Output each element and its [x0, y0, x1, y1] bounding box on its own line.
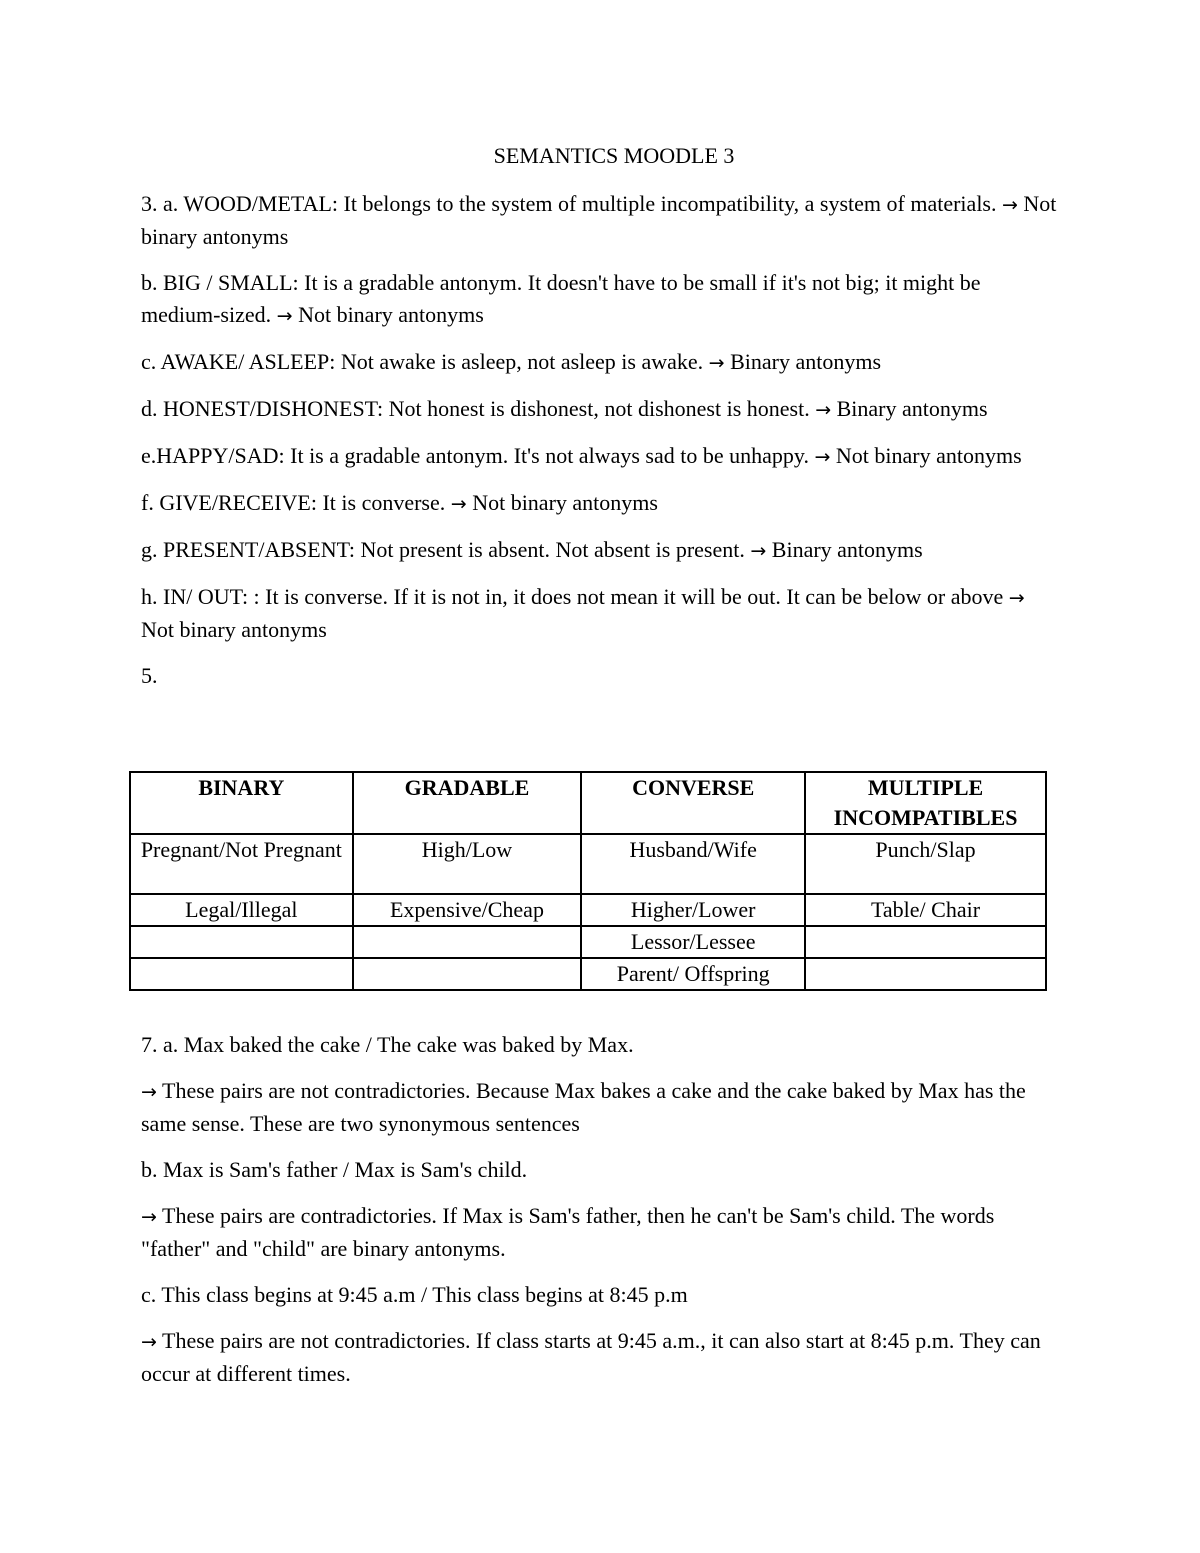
table-cell — [805, 958, 1046, 990]
table-cell — [130, 926, 353, 958]
item-3e — [141, 440, 1059, 473]
arrow-icon: → — [141, 1331, 157, 1353]
header-multiple-incompatibles: MULTIPLE INCOMPATIBLES — [805, 772, 1046, 834]
header-binary: BINARY — [130, 772, 353, 834]
item-result: Binary antonyms — [724, 349, 882, 374]
item-3d — [141, 393, 1059, 426]
page-title: SEMANTICS MOODLE 3 — [493, 143, 735, 168]
antonym-table — [129, 771, 1047, 991]
table-cell: Expensive/Cheap — [353, 894, 582, 926]
answer-text: These pairs are contradictories. If Max is Sam's father, then he can't be Sam's child. The words "father" and "child" are binary antonyms. — [141, 1203, 995, 1261]
arrow-icon: → — [708, 352, 725, 374]
item-text: g. PRESENT/ABSENT: Not present is absent. Not absent is present. — [141, 537, 751, 562]
table-cell — [130, 958, 353, 990]
table-cell: Husband/Wife — [581, 834, 805, 894]
table-cell: Higher/Lower — [581, 894, 805, 926]
arrow-icon: → — [141, 1206, 157, 1228]
header-gradable: GRADABLE — [353, 772, 582, 834]
arrow-icon: → — [141, 1081, 157, 1103]
answer-7c — [141, 1325, 1059, 1390]
item-3g — [141, 534, 1059, 567]
item-text: h. IN/ OUT: : It is converse. If it is not in, it does not mean it will be out. It can be below or above — [141, 584, 1009, 609]
arrow-icon: → — [815, 399, 832, 421]
answer-text: These pairs are not contradictories. Because Max bakes a cake and the cake baked by Max has the same sense. These are two synonymous sentences — [141, 1078, 1026, 1136]
item-3h — [141, 581, 1059, 646]
item-result: Not binary antonyms — [292, 302, 484, 327]
item-text: f. GIVE/RECEIVE: It is converse. — [141, 490, 451, 515]
table-row — [130, 894, 1046, 926]
arrow-icon: → — [814, 446, 831, 468]
arrow-icon: → — [276, 305, 293, 327]
item-3b — [141, 267, 1059, 332]
table-cell: Parent/ Offspring — [581, 958, 805, 990]
table-cell: Legal/Illegal — [130, 894, 353, 926]
question-7a: 7. a. Max baked the cake / The cake was baked by Max. — [141, 1032, 634, 1057]
table-row — [130, 926, 1046, 958]
table-row — [130, 834, 1046, 894]
answer-text: These pairs are not contradictories. If class starts at 9:45 a.m., it can also start at 8:45 p.m. They can occur at different times. — [141, 1328, 1041, 1386]
question-7c: c. This class begins at 9:45 a.m / This class begins at 8:45 p.m — [141, 1282, 688, 1307]
answer-7b — [141, 1200, 1059, 1265]
table-cell: Lessor/Lessee — [581, 926, 805, 958]
item-text: b. BIG / SMALL: It is a gradable antonym. It doesn't have to be small if it's not big; it might be medium-sized. — [141, 270, 981, 327]
arrow-icon: → — [1002, 194, 1018, 216]
section-3-block — [141, 140, 1059, 706]
item-text: d. HONEST/DISHONEST: Not honest is dishonest, not dishonest is honest. — [141, 396, 816, 421]
table-cell: High/Low — [353, 834, 582, 894]
item-3f — [141, 487, 1059, 520]
table-cell — [353, 926, 582, 958]
table-cell — [353, 958, 582, 990]
header-converse: CONVERSE — [581, 772, 805, 834]
table-cell: Table/ Chair — [805, 894, 1046, 926]
item-text: 3. a. WOOD/METAL: It belongs to the system of multiple incompatibility, a system of materials. — [141, 191, 1002, 216]
item-result: Binary antonyms — [831, 396, 988, 421]
item-result: Binary antonyms — [766, 537, 923, 562]
section-7-block — [141, 1029, 1059, 1404]
item-text: e.HAPPY/SAD: It is a gradable antonym. It's not always sad to be unhappy. — [141, 443, 815, 468]
answer-7a — [141, 1075, 1059, 1140]
item-result: Not binary antonyms — [466, 490, 658, 515]
item-result: Not binary antonyms — [830, 443, 1022, 468]
table-row — [130, 958, 1046, 990]
item-result: Not binary antonyms — [141, 191, 1057, 249]
arrow-icon: → — [750, 540, 767, 562]
item-3a — [141, 188, 1059, 253]
table-cell — [805, 926, 1046, 958]
table-header-row — [130, 772, 1046, 834]
item-text: c. AWAKE/ ASLEEP: Not awake is asleep, not asleep is awake. — [141, 349, 709, 374]
question-7b: b. Max is Sam's father / Max is Sam's child. — [141, 1157, 528, 1182]
table-cell: Punch/Slap — [805, 834, 1046, 894]
arrow-icon: → — [1008, 587, 1025, 609]
item-3c — [141, 346, 1059, 379]
item-result: Not binary antonyms — [141, 617, 327, 642]
table-cell: Pregnant/Not Pregnant — [130, 834, 353, 894]
arrow-icon: → — [450, 493, 467, 515]
section-5-label: 5. — [141, 663, 158, 688]
